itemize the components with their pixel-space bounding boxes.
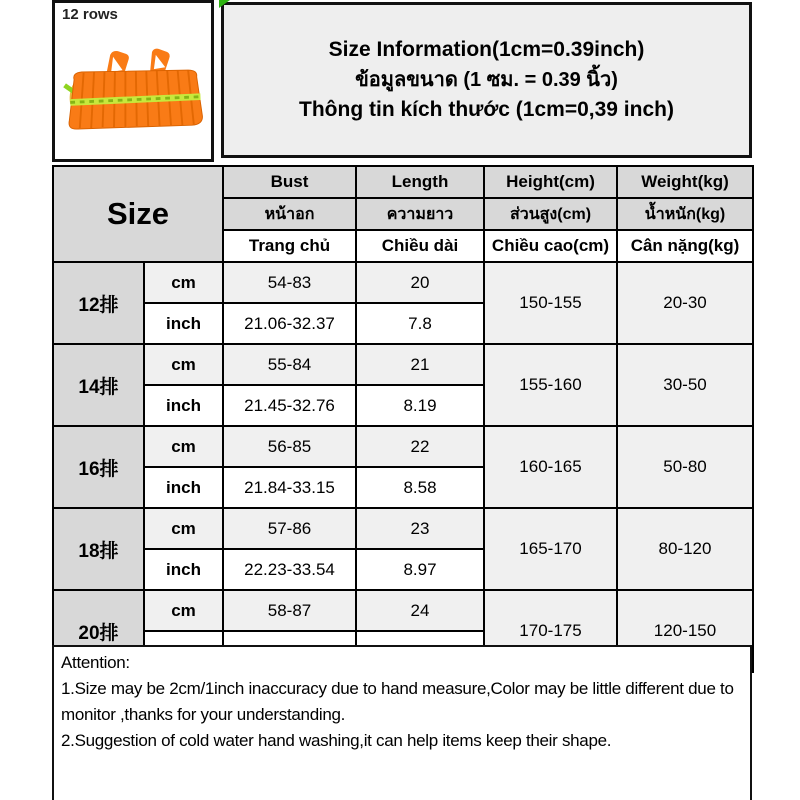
col-length-vi: Chiều dài xyxy=(356,230,484,262)
unit-cm: cm xyxy=(144,426,223,467)
height-value: 165-170 xyxy=(484,508,617,590)
table-row xyxy=(53,426,753,467)
height-value: 170-175 xyxy=(484,590,617,672)
height-value: 160-165 xyxy=(484,426,617,508)
col-height-th: ส่วนสูง(cm) xyxy=(484,198,617,230)
length-cm-value: 23 xyxy=(356,508,484,549)
weight-value: 120-150 xyxy=(617,590,753,672)
length-inch-value: 8.58 xyxy=(356,467,484,508)
length-inch-value: 7.8 xyxy=(356,303,484,344)
weight-value: 50-80 xyxy=(617,426,753,508)
size-row-label: 12排 xyxy=(53,262,144,344)
weight-value: 80-120 xyxy=(617,508,753,590)
col-weight-en: Weight(kg) xyxy=(617,166,753,198)
length-inch-value: 8.19 xyxy=(356,385,484,426)
corner-accent-icon xyxy=(219,0,230,8)
weight-value: 30-50 xyxy=(617,344,753,426)
length-cm-value: 22 xyxy=(356,426,484,467)
col-height-vi: Chiều cao(cm) xyxy=(484,230,617,262)
attention-box xyxy=(52,645,752,800)
unit-inch: inch xyxy=(144,303,223,344)
size-row-label: 20排 xyxy=(53,590,144,672)
table-row xyxy=(53,590,753,631)
col-length-th: ความยาว xyxy=(356,198,484,230)
size-column-header: Size xyxy=(53,166,223,262)
size-row-label: 16排 xyxy=(53,426,144,508)
table-row xyxy=(53,508,753,549)
col-bust-en: Bust xyxy=(223,166,356,198)
unit-inch: inch xyxy=(144,467,223,508)
length-cm-value: 24 xyxy=(356,590,484,631)
weight-value: 20-30 xyxy=(617,262,753,344)
bust-cm-value: 55-84 xyxy=(223,344,356,385)
bust-cm-value: 56-85 xyxy=(223,426,356,467)
length-cm-value: 21 xyxy=(356,344,484,385)
attention-title: Attention: xyxy=(61,653,130,672)
header-title-th: ข้อมูลขนาด (1 ซม. = 0.39 นิ้ว) xyxy=(355,69,618,91)
unit-cm: cm xyxy=(144,590,223,631)
bust-inch-value: 22.23-33.54 xyxy=(223,549,356,590)
col-length-en: Length xyxy=(356,166,484,198)
unit-cm: cm xyxy=(144,344,223,385)
table-row xyxy=(53,344,753,385)
product-rows-label: 12 rows xyxy=(62,6,118,23)
unit-cm: cm xyxy=(144,262,223,303)
bust-inch-value: 21.45-32.76 xyxy=(223,385,356,426)
life-vest-image xyxy=(57,45,209,137)
height-value: 150-155 xyxy=(484,262,617,344)
bust-cm-value: 54-83 xyxy=(223,262,356,303)
unit-cm: cm xyxy=(144,508,223,549)
size-row-label: 18排 xyxy=(53,508,144,590)
header-title-en: Size Information(1cm=0.39inch) xyxy=(328,38,645,61)
bust-inch-value: 21.06-32.37 xyxy=(223,303,356,344)
col-bust-vi: Trang chủ xyxy=(223,230,356,262)
product-thumbnail-box xyxy=(52,0,214,162)
col-weight-th: น้ำหนัก(kg) xyxy=(617,198,753,230)
size-info-header xyxy=(221,2,752,158)
col-height-en: Height(cm) xyxy=(484,166,617,198)
header-title-vi: Thông tin kích thước (1cm=0,39 inch) xyxy=(299,98,674,121)
table-row xyxy=(53,262,753,303)
size-row-label: 14排 xyxy=(53,344,144,426)
attention-note-2: 2.Suggestion of cold water hand washing,it can help items keep their shape. xyxy=(61,731,612,750)
bust-cm-value: 57-86 xyxy=(223,508,356,549)
attention-note-1: 1.Size may be 2cm/1inch inaccuracy due to hand measure,Color may be little different due to monitor ,thanks for your understanding. xyxy=(61,679,734,724)
col-bust-th: หน้าอก xyxy=(223,198,356,230)
length-cm-value: 20 xyxy=(356,262,484,303)
bust-cm-value: 58-87 xyxy=(223,590,356,631)
unit-inch: inch xyxy=(144,385,223,426)
bust-inch-value: 21.84-33.15 xyxy=(223,467,356,508)
length-inch-value: 8.97 xyxy=(356,549,484,590)
size-table xyxy=(52,165,754,673)
height-value: 155-160 xyxy=(484,344,617,426)
unit-inch: inch xyxy=(144,549,223,590)
col-weight-vi: Cân nặng(kg) xyxy=(617,230,753,262)
